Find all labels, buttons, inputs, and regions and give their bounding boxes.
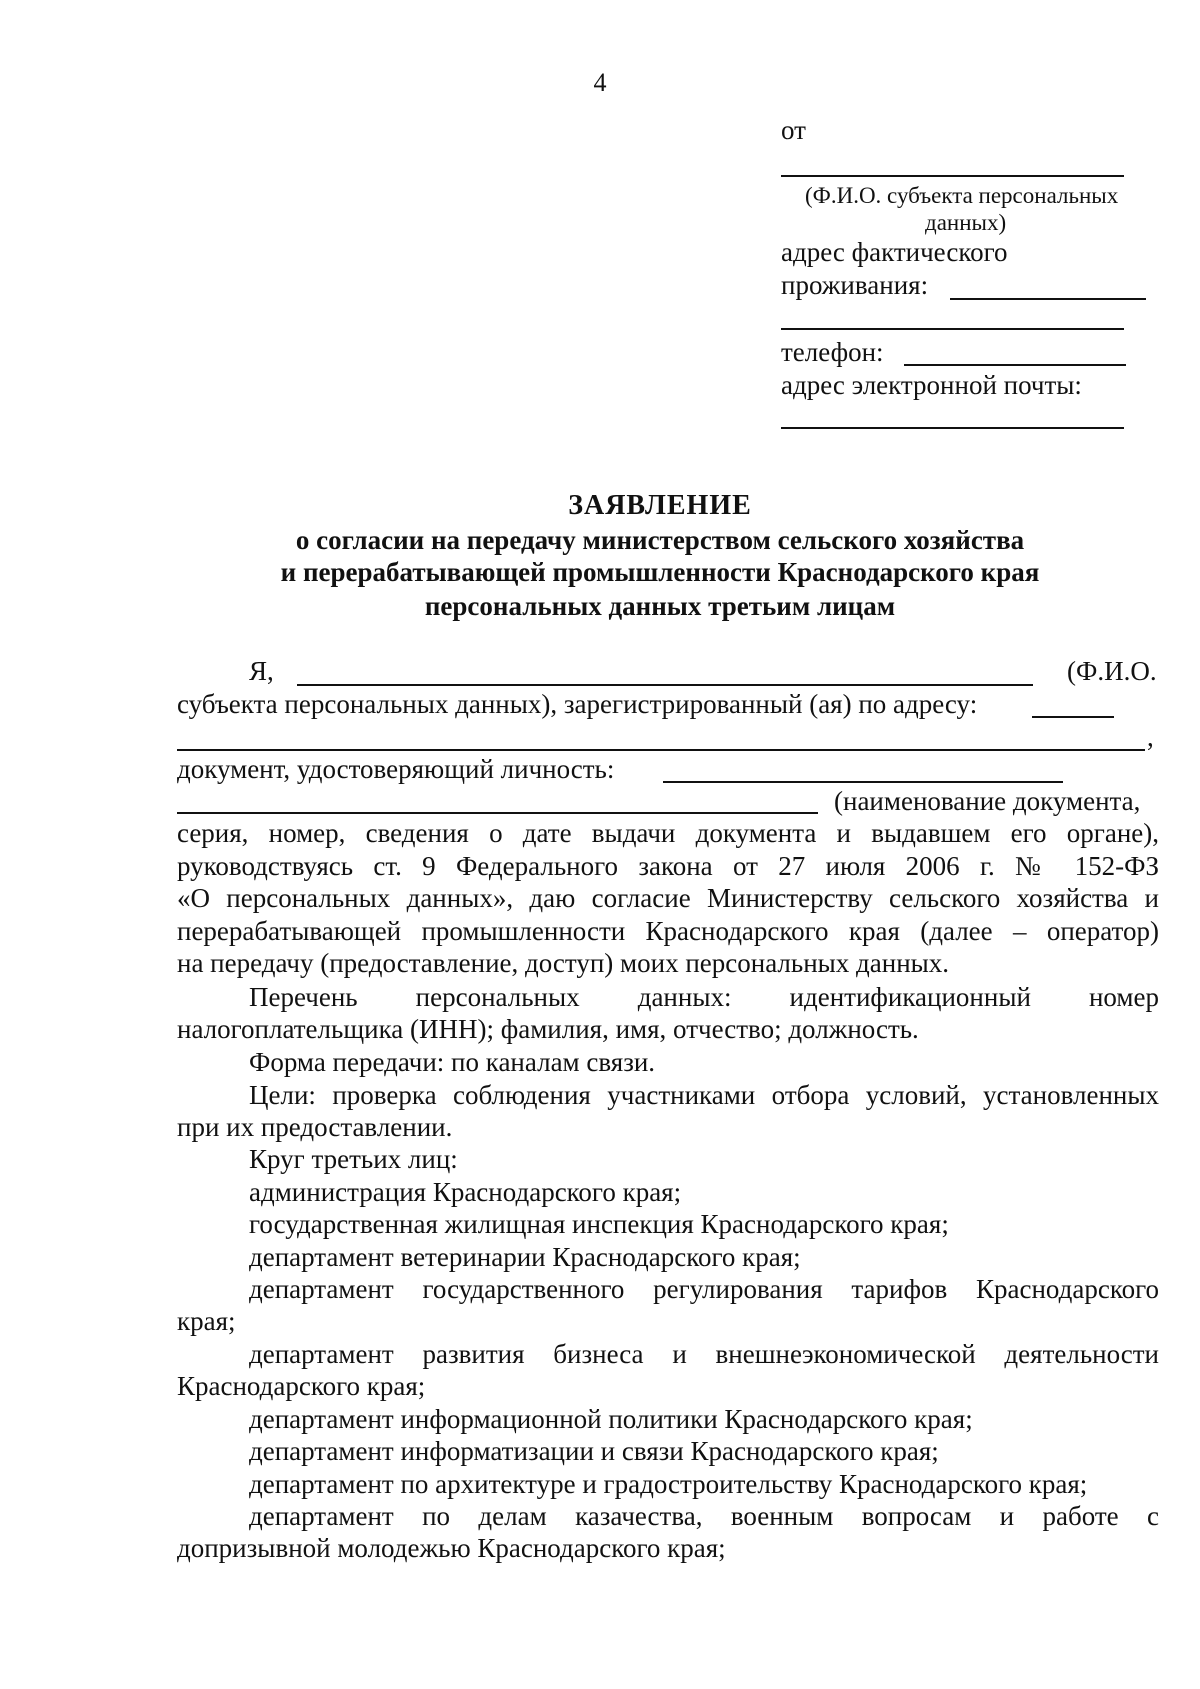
document-fill-line[interactable] [663, 781, 1063, 783]
fio-blank-line[interactable] [781, 175, 1124, 177]
goals-line-1: Цели: проверка соблюдения участниками отбора условий, установленных [249, 1080, 1159, 1110]
list-item: департамент информационной политики Краснодарского края; [249, 1404, 973, 1434]
i-label: Я, [249, 656, 274, 686]
text-line-law: руководствуясь ст. 9 Федерального закона от 27 июля 2006 г. № 152-ФЗ [177, 851, 1159, 881]
fio-caption-cont: данных) [925, 210, 1007, 235]
circle-label: Круг третьих лиц: [249, 1144, 458, 1174]
text-line-series: серия, номер, сведения о дате выдачи документа и выдавшем его органе), [177, 818, 1159, 848]
email-label: адрес электронной почты: [781, 370, 1082, 400]
list-item: департамент ветеринарии Краснодарского края; [249, 1242, 801, 1272]
list-item: департамент по делам казачества, военным вопросам и работе с [249, 1501, 1159, 1531]
title-line-3: персональных данных третьим лицам [424, 591, 896, 621]
text-line-operator: перерабатывающей промышленности Краснодарского края (далее – оператор) [177, 916, 1159, 946]
registered-line: субъекта персональных данных), зарегистрированный (ая) по адресу: [177, 689, 978, 719]
from-label: от [781, 115, 806, 145]
list-item: департамент по архитектуре и градостроительству Краснодарского края; [249, 1469, 1088, 1499]
goals-line-2: при их предоставлении. [177, 1112, 453, 1142]
list-item: департамент государственного регулирования тарифов Краснодарского [249, 1274, 1159, 1304]
phone-blank-line[interactable] [904, 364, 1126, 366]
text-line-consent: «О персональных данных», даю согласие Министерству сельского хозяйства и [177, 883, 1159, 913]
list-item: государственная жилищная инспекция Краснодарского края; [249, 1209, 949, 1239]
phone-label: телефон: [781, 337, 884, 367]
title-main: ЗАЯВЛЕНИЕ [568, 490, 752, 521]
list-item-cont: допризывной молодежью Краснодарского края; [177, 1533, 726, 1563]
comma: , [1147, 722, 1154, 752]
list-item: администрация Краснодарского края; [249, 1177, 682, 1207]
list-item: департамент информатизации и связи Краснодарского края; [249, 1436, 939, 1466]
document-label: документ, удостоверяющий личность: [177, 754, 615, 784]
fio-fill-line[interactable] [297, 684, 1033, 686]
address-label-cont: проживания: [781, 270, 929, 300]
document-fill-line-2[interactable] [177, 812, 818, 814]
email-blank-line[interactable] [781, 427, 1124, 429]
address-fill-line[interactable] [1032, 716, 1114, 718]
address-blank-line[interactable] [950, 298, 1146, 300]
address-blank-line-2[interactable] [781, 328, 1124, 330]
list-item: департамент развития бизнеса и внешнеэкономической деятельности [249, 1339, 1159, 1369]
title-line-2: и перерабатывающей промышленности Краснодарского края [280, 557, 1040, 587]
list-item-cont: Краснодарского края; [177, 1371, 426, 1401]
list-item-cont: края; [177, 1306, 236, 1336]
form-line: Форма передачи: по каналам связи. [249, 1047, 656, 1077]
doc-name-tail: (наименование документа, [834, 786, 1141, 816]
list-line-2: налогоплательщика (ИНН); фамилия, имя, отчество; должность. [177, 1014, 919, 1044]
title-line-1: о согласии на передачу министерством сельского хозяйства [295, 525, 1025, 555]
list-line-1: Перечень персональных данных: идентификационный номер [249, 982, 1159, 1012]
fio-caption: (Ф.И.О. субъекта персональных [805, 183, 1119, 208]
address-fill-line-2[interactable] [177, 749, 1145, 751]
text-line-transfer: на передачу (предоставление, доступ) моих персональных данных. [177, 948, 950, 978]
address-label: адрес фактического [781, 237, 1008, 267]
fio-tail: (Ф.И.О. [1067, 656, 1157, 686]
page-number: 4 [593, 68, 607, 97]
